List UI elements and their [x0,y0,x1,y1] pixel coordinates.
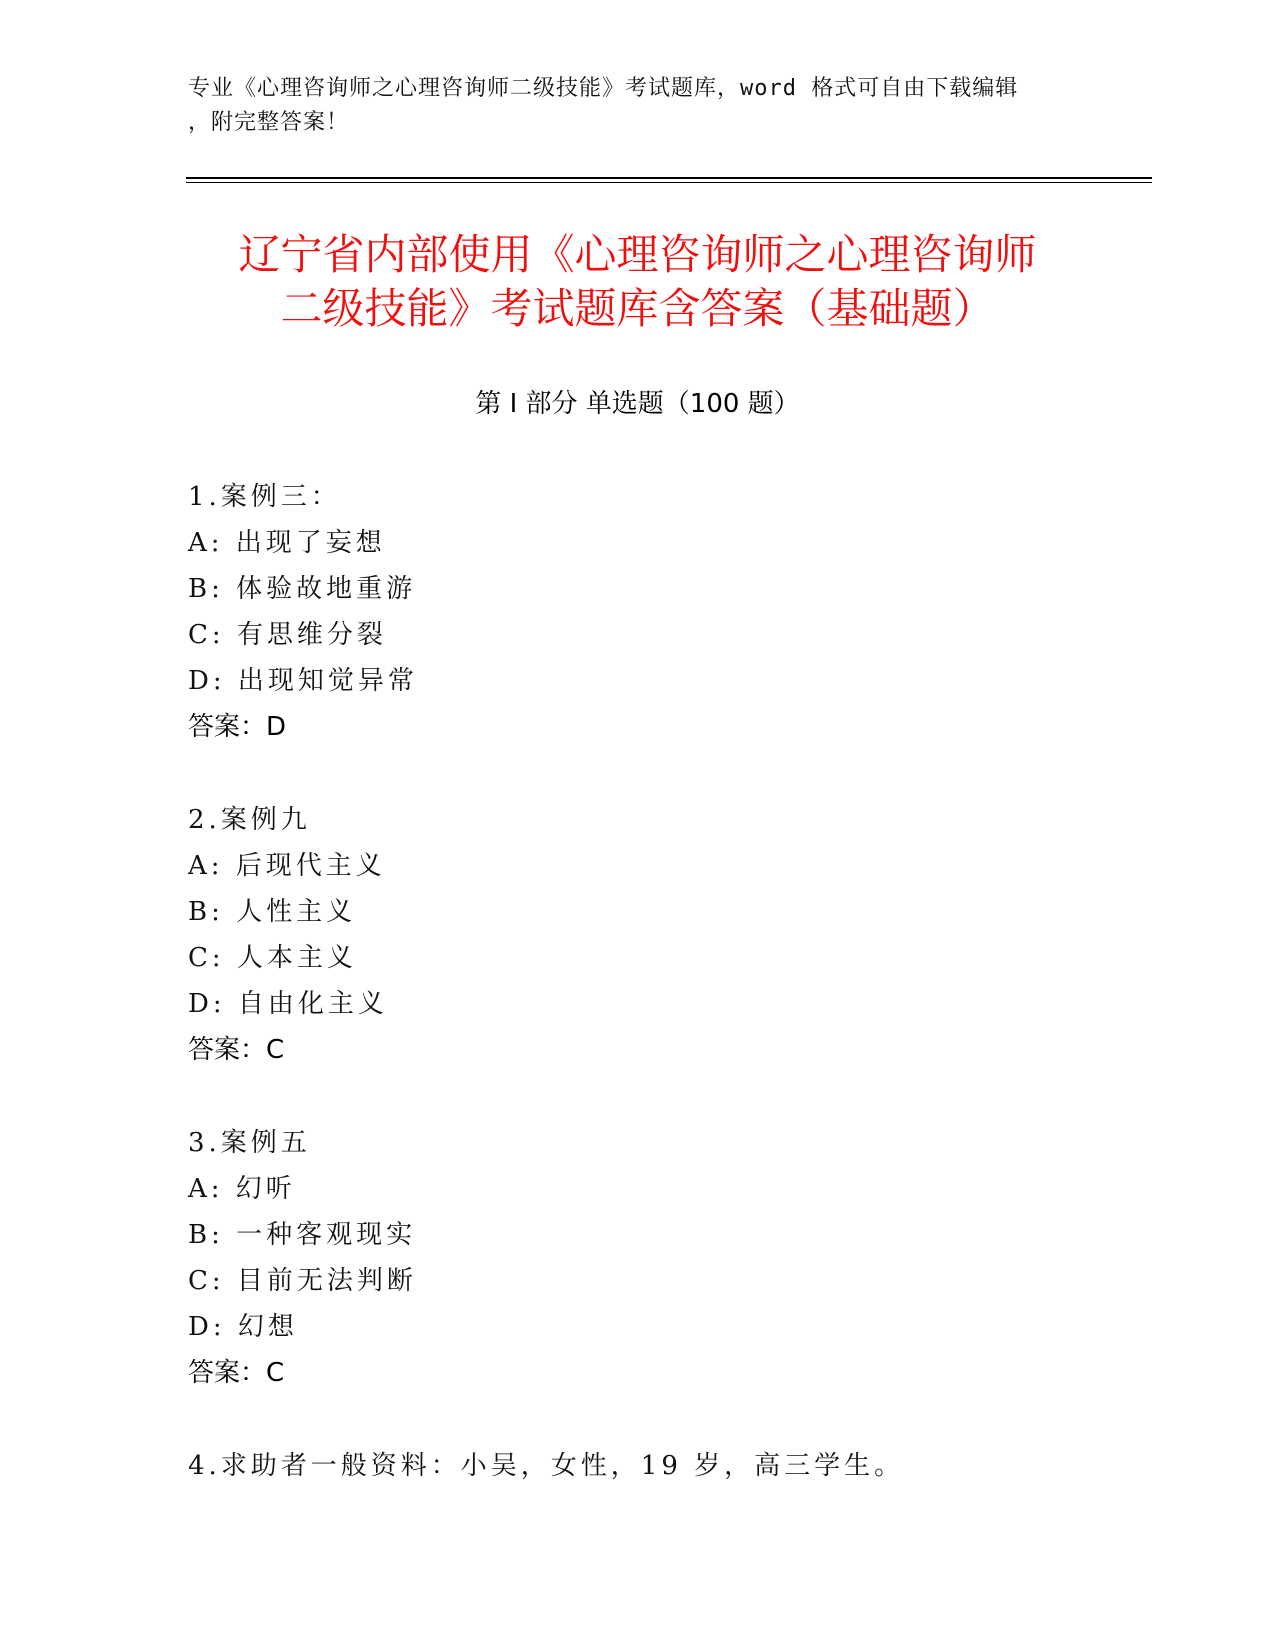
header-note-line-1: 专业《心理咨询师之心理咨询师二级技能》考试题库，word 格式可自由下载编辑 [188,76,1019,101]
header-note-line-2: ，附完整答案！ [188,110,350,135]
question-stem: 2.案例九 [188,805,311,835]
option-b: B: 人性主义 [188,897,357,927]
header-rule-top [186,177,1152,179]
document-title-line-2: 二级技能》考试题库含答案（基础题） [280,284,995,333]
document-title [160,228,1115,336]
question-2 [188,797,1148,1073]
option-a: A: 出现了妄想 [188,528,386,558]
question-4 [188,1443,1148,1489]
section-title: 第 I 部分 单选题（100 题） [475,389,800,419]
option-c: C: 目前无法判断 [188,1266,417,1296]
question-stem: 1.案例三： [188,482,341,512]
option-b: B: 体验故地重游 [188,574,417,604]
option-d: D: 出现知觉异常 [188,666,418,696]
option-c: C: 有思维分裂 [188,620,387,650]
answer: 答案：C [188,1358,285,1388]
option-d: D: 幻想 [188,1312,298,1342]
option-a: A: 后现代主义 [188,851,386,881]
answer: 答案：C [188,1035,285,1065]
question-list [188,474,1148,1536]
document-title-line-1: 辽宁省内部使用《心理咨询师之心理咨询师 [238,230,1037,279]
answer: 答案：D [188,712,287,742]
question-3 [188,1120,1148,1396]
question-stem: 4.求助者一般资料：小吴，女性，19 岁，高三学生。 [188,1451,905,1481]
header-rule-bottom [186,182,1152,183]
option-c: C: 人本主义 [188,943,357,973]
option-d: D: 自由化主义 [188,989,388,1019]
option-a: A: 幻听 [188,1174,296,1204]
question-stem: 3.案例五 [188,1128,311,1158]
option-b: B: 一种客观现实 [188,1220,417,1250]
question-1 [188,474,1148,750]
header-note [188,72,1068,140]
